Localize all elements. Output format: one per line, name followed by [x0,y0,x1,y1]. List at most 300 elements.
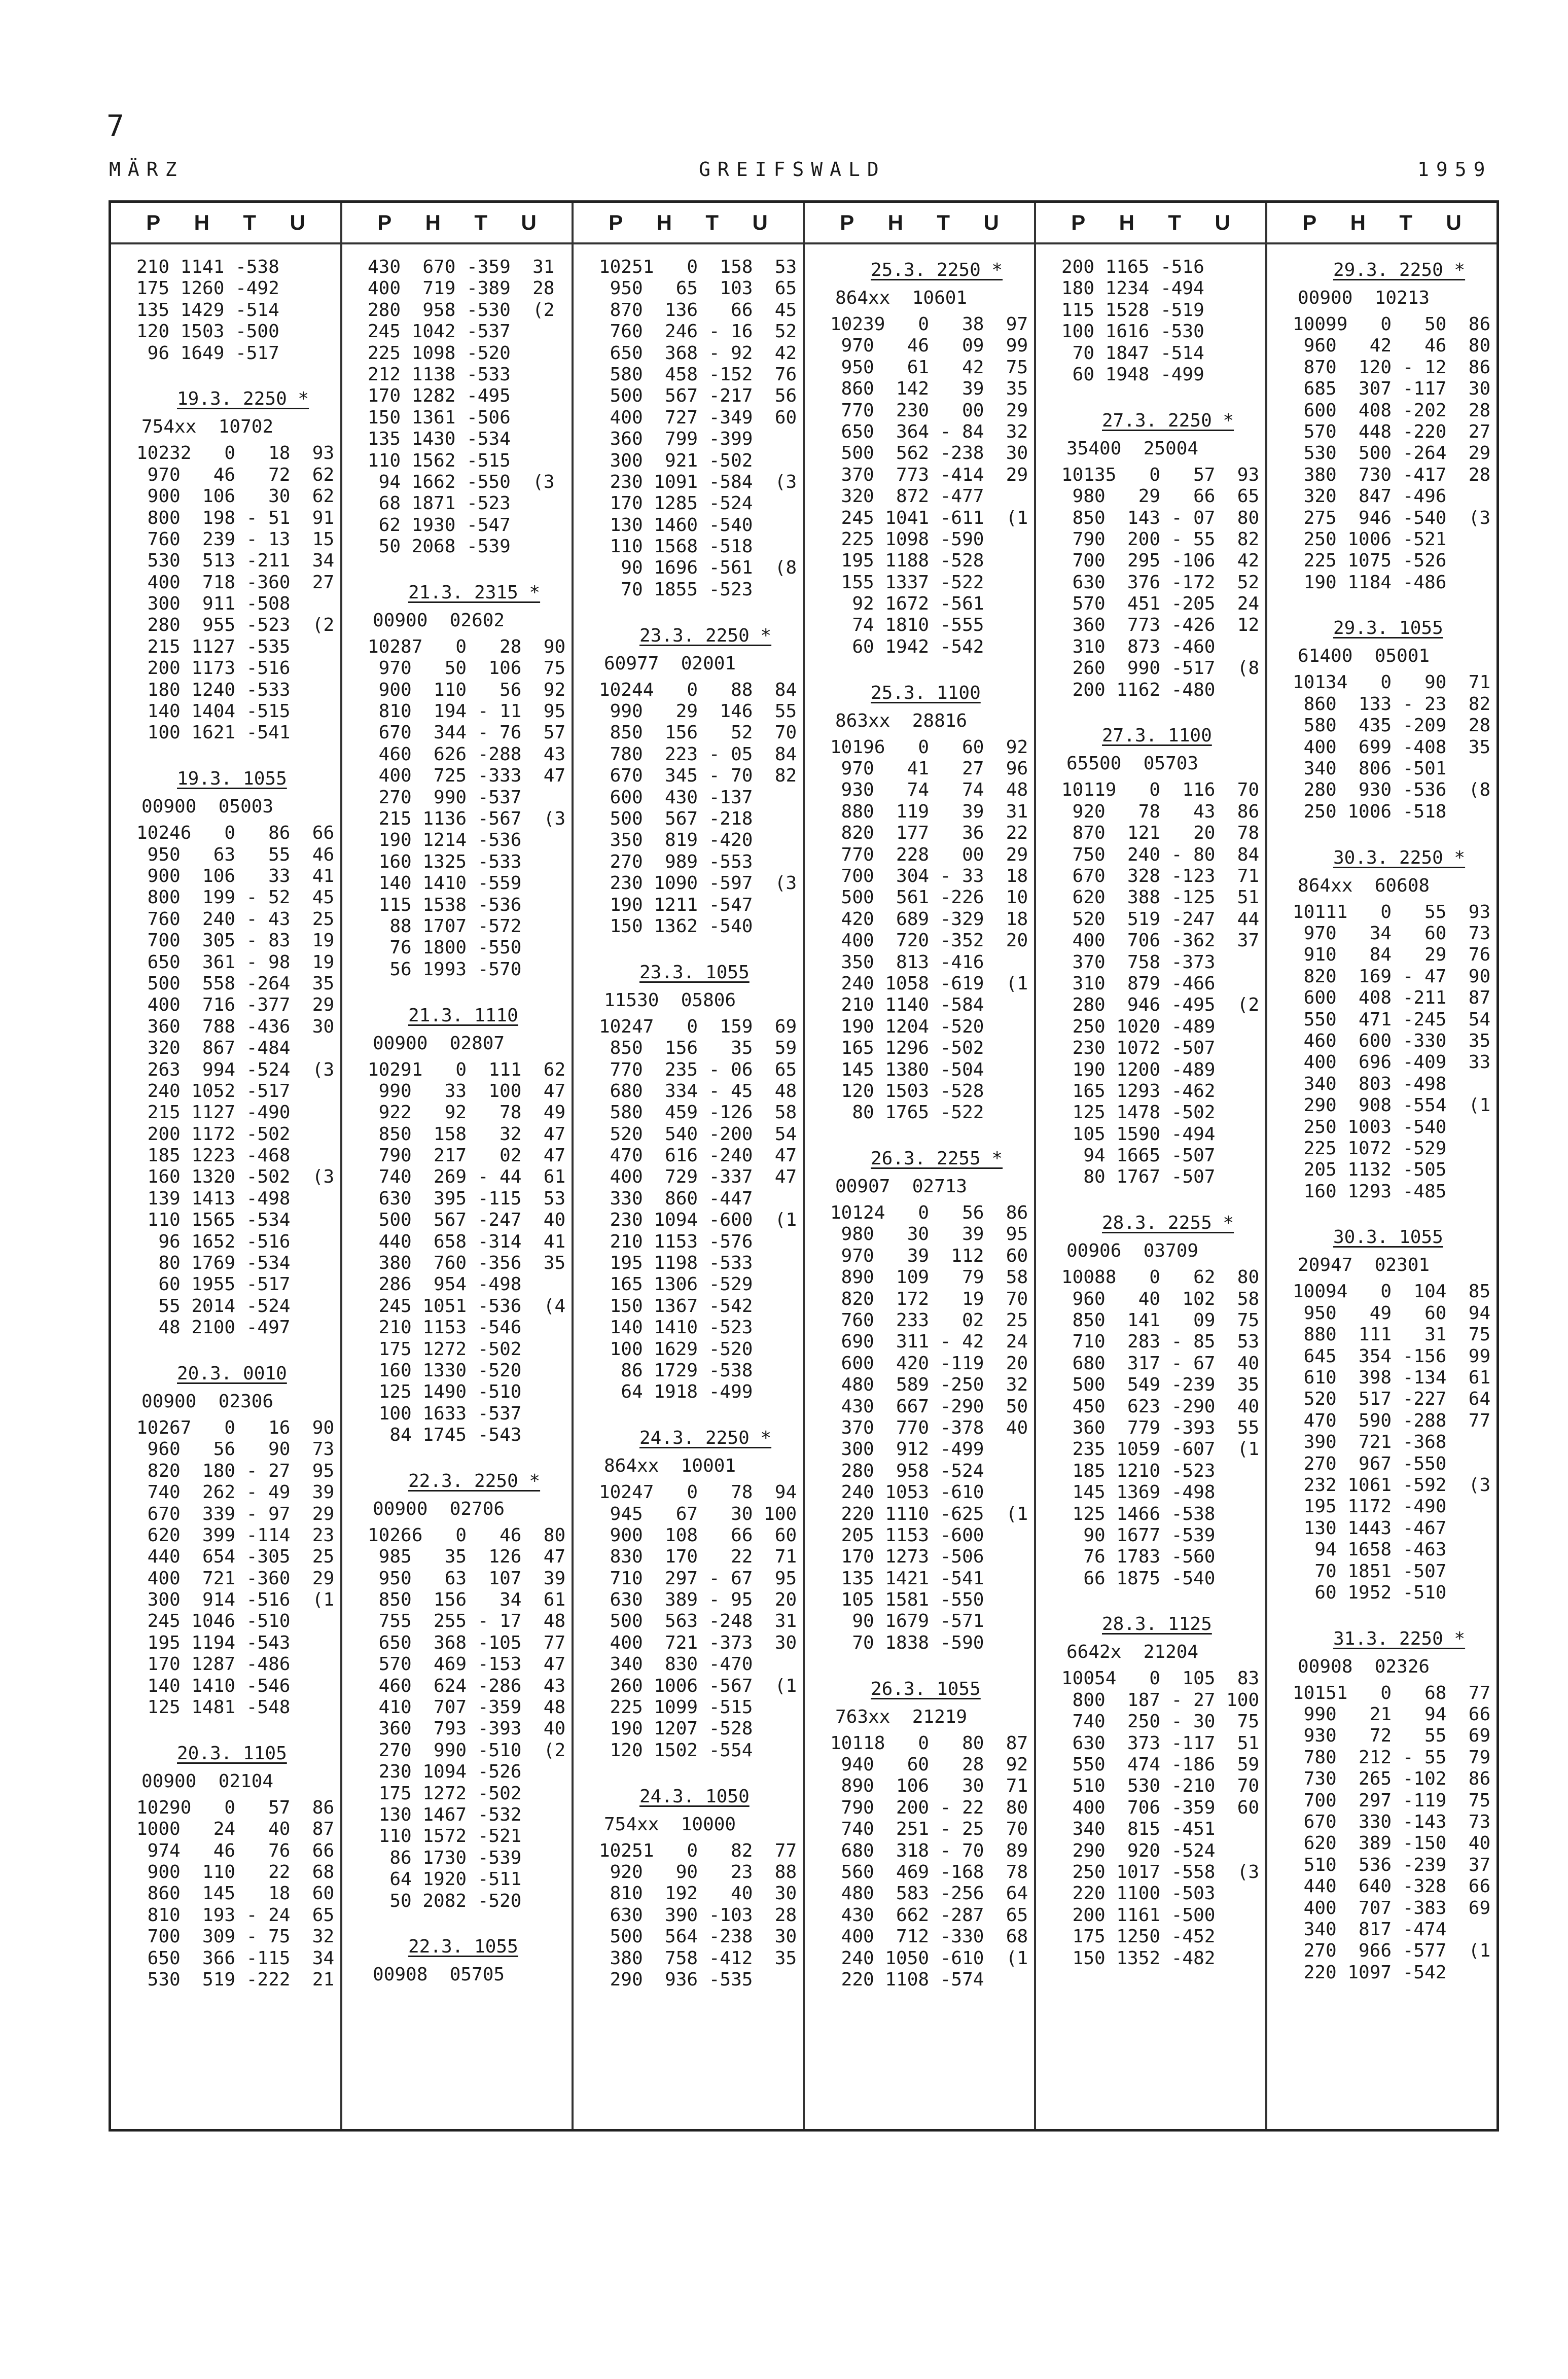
data-row: 570 448 -220 27 [1293,421,1491,442]
data-row: 680 317 - 67 40 [1061,1353,1260,1374]
data-row: 160 1325 -533 [368,851,522,872]
data-row: 10232 0 18 93 [136,443,335,464]
station-code-line: 00900 02602 [373,610,505,631]
data-row: 680 334 - 45 48 [599,1080,797,1102]
heading-h: H [887,210,903,234]
data-row: 10151 0 68 77 [1293,1682,1491,1703]
data-row: 400 699 -408 35 [1293,736,1491,758]
data-row: 500 558 -264 35 [136,973,335,994]
data-row: 225 1098 -590 [830,528,984,550]
sounding-date-time [830,680,1024,705]
data-row: 130 1460 -540 [599,514,753,536]
data-row: 10054 0 105 83 [1061,1668,1260,1689]
data-row: 360 773 -426 12 [1061,615,1260,636]
data-row: 850 156 52 70 [599,722,797,743]
data-row: 10247 0 159 69 [599,1016,797,1037]
data-row: 600 408 -211 87 [1293,987,1491,1009]
data-row: 440 658 -314 41 [368,1231,566,1252]
data-row: 120 1502 -554 [599,1739,753,1761]
data-row: 90 1696 -561 (8 [599,557,797,579]
data-row: 286 954 -498 [368,1274,522,1295]
data-row: 645 354 -156 99 [1293,1345,1491,1367]
data-row: 86 1729 -538 [599,1360,753,1381]
data-row: 960 40 102 58 [1061,1288,1260,1309]
table-column-5 [1036,203,1267,2129]
data-row: 225 1072 -529 [1293,1138,1447,1159]
data-row: 900 108 66 60 [599,1524,797,1546]
data-row: 10094 0 104 85 [1293,1281,1491,1302]
data-row: 175 1272 -502 [368,1338,522,1360]
data-row: 300 911 -508 [136,593,291,615]
data-row: 520 519 -247 44 [1061,908,1260,930]
sounding-date-time [1061,1210,1255,1235]
data-row: 270 989 -553 [599,851,753,872]
data-row: 160 1293 -485 [1293,1181,1447,1202]
data-row: 210 1153 -576 [599,1231,753,1252]
data-row: 215 1136 -567 (3 [368,808,566,829]
data-row: 160 1320 -502 (3 [136,1166,335,1188]
data-row: 140 1404 -515 [136,701,291,722]
data-row: 790 200 - 22 80 [830,1797,1028,1818]
sounding-date-time [1293,257,1486,282]
sounding-date-time-text: 19.3. 1055 [177,768,287,790]
spacer [136,1718,330,1739]
data-row: 870 136 66 45 [599,299,797,321]
data-row: 140 1410 -559 [368,873,522,894]
data-row: 175 1272 -502 [368,1783,522,1804]
data-row: 950 63 107 39 [368,1568,566,1589]
data-row: 280 958 -524 [830,1460,984,1481]
data-row: 94 1662 -550 (3 [368,471,555,492]
sounding-date-time [368,1468,561,1494]
data-row: 850 143 - 07 80 [1061,507,1260,528]
data-row: 205 1132 -505 [1293,1159,1447,1181]
data-row: 60 1948 -499 [1061,364,1204,385]
data-row: 212 1138 -533 [368,364,511,385]
data-row: 630 373 -117 51 [1061,1732,1260,1754]
data-row: 620 389 -150 40 [1293,1833,1491,1854]
data-row: 60 1952 -510 [1293,1582,1447,1603]
spacer [368,980,561,1002]
data-row: 530 500 -264 29 [1293,443,1491,464]
data-row: 930 72 55 69 [1293,1725,1491,1747]
data-row: 240 1053 -610 [830,1482,984,1503]
heading-h: H [425,210,441,234]
data-row: 10135 0 57 93 [1061,464,1260,485]
data-row: 710 297 - 67 95 [599,1568,797,1589]
data-row: 480 589 -250 32 [830,1374,1028,1396]
sounding-date-time [1293,844,1486,870]
data-row: 10088 0 62 80 [1061,1267,1260,1288]
data-row: 800 198 - 51 91 [136,507,335,528]
data-row: 600 420 -119 20 [830,1353,1028,1374]
data-row: 760 239 - 13 15 [136,528,335,550]
data-row: 730 265 -102 86 [1293,1768,1491,1790]
heading-h: H [1350,210,1366,234]
station-code-line: 754xx 10702 [141,416,274,438]
data-row: 470 590 -288 77 [1293,1410,1491,1431]
data-row: 62 1930 -547 [368,514,511,536]
data-row: 110 1562 -515 [368,450,511,471]
sounding-date-time-text: 31.3. 2250 * [1333,1628,1466,1649]
data-row: 100 1633 -537 [368,1403,522,1424]
sounding-date-time-text: 21.3. 2315 * [408,582,541,603]
data-row: 920 78 43 86 [1061,801,1260,822]
heading-h: H [656,210,672,234]
data-row: 690 311 - 42 24 [830,1331,1028,1353]
station-code-line: 00900 02807 [373,1033,505,1054]
sounding-date-time-text: 23.3. 1055 [639,962,750,983]
data-row: 160 1330 -520 [368,1360,522,1381]
data-row: 400 696 -409 33 [1293,1052,1491,1073]
spacer [830,658,1024,679]
data-row: 440 640 -328 66 [1293,1876,1491,1897]
data-row: 60 1955 -517 [136,1274,291,1295]
data-row: 630 390 -103 28 [599,1904,797,1926]
data-row: 88 1707 -572 [368,915,522,937]
data-row: 215 1127 -535 [136,636,291,657]
sounding-date-time-text: 25.3. 2250 * [871,260,1003,280]
data-row: 105 1590 -494 [1061,1123,1216,1145]
data-row: 670 345 - 70 82 [599,765,797,787]
data-row: 670 339 - 97 29 [136,1503,335,1524]
sounding-date-time-text: 30.3. 2250 * [1333,847,1466,868]
data-row: 70 1847 -514 [1061,342,1204,364]
data-row: 120 1503 -528 [830,1080,984,1102]
data-row: 86 1730 -539 [368,1847,522,1868]
data-row: 500 567 -217 56 [599,385,797,407]
data-row: 570 451 -205 24 [1061,593,1260,615]
data-row: 150 1352 -482 [1061,1947,1216,1969]
data-row: 400 706 -362 37 [1061,930,1260,951]
data-row: 630 395 -115 53 [368,1188,566,1209]
data-row: 55 2014 -524 [136,1295,291,1317]
data-row: 145 1380 -504 [830,1059,984,1080]
column-heading [1036,203,1265,244]
header-station: GREIFSWALD [699,158,886,181]
data-row: 205 1153 -600 [830,1524,984,1546]
data-row: 950 65 103 65 [599,278,797,299]
data-row: 115 1528 -519 [1061,299,1204,321]
data-row: 200 1162 -480 [1061,679,1216,700]
data-row: 200 1161 -500 [1061,1904,1216,1926]
data-row: 240 1058 -619 (1 [830,973,1028,994]
data-row: 970 34 60 73 [1293,922,1491,944]
header-month: MÄRZ [109,158,184,181]
spacer [368,1446,561,1468]
data-row: 74 1810 -555 [830,615,984,636]
data-row: 10246 0 86 66 [136,823,335,844]
data-row: 520 540 -200 54 [599,1123,797,1145]
sounding-date-time [1293,1625,1486,1651]
sounding-date-time-text: 26.3. 2255 * [871,1148,1003,1169]
sounding-date-time [136,765,330,791]
data-row: 760 240 - 43 25 [136,908,335,930]
station-code-line: 754xx 10000 [604,1814,736,1835]
heading-p: P [1071,210,1086,234]
spacer [1061,701,1255,722]
sounding-date-time-text: 27.3. 2250 * [1102,410,1234,431]
data-row: 922 92 78 49 [368,1102,566,1123]
data-row: 300 914 -516 (1 [136,1589,335,1611]
data-row: 94 1665 -507 [1061,1145,1216,1166]
data-row: 10266 0 46 80 [368,1524,566,1546]
data-row: 770 228 00 29 [830,844,1028,865]
data-row: 275 946 -540 (3 [1293,507,1491,528]
heading-t: T [1399,210,1413,234]
data-row: 550 474 -186 59 [1061,1754,1260,1776]
data-row: 240 1050 -610 (1 [830,1947,1028,1969]
sounding-date-time-text: 19.3. 2250 * [177,388,309,410]
data-row: 100 1629 -520 [599,1338,753,1360]
heading-p: P [609,210,623,234]
data-row: 220 1110 -625 (1 [830,1503,1028,1524]
data-row: 90 1677 -539 [1061,1524,1216,1546]
data-row: 400 712 -330 68 [830,1926,1028,1947]
data-row: 550 471 -245 54 [1293,1009,1491,1030]
data-row: 280 958 -530 (2 [368,299,555,321]
data-row: 220 1097 -542 [1293,1962,1447,1983]
data-row: 400 719 -389 28 [368,278,555,299]
data-row: 400 718 -360 27 [136,572,335,593]
data-row: 260 990 -517 (8 [1061,658,1260,679]
data-row: 630 376 -172 52 [1061,572,1260,593]
heading-p: P [377,210,392,234]
data-row: 125 1478 -502 [1061,1102,1216,1123]
data-row: 155 1337 -522 [830,572,984,593]
data-row: 820 172 19 70 [830,1288,1028,1309]
data-row: 940 60 28 92 [830,1754,1028,1776]
data-row: 10291 0 111 62 [368,1059,566,1080]
sounding-date-time-text: 23.3. 2250 * [639,625,772,646]
data-row: 990 21 94 66 [1293,1704,1491,1725]
data-row: 360 793 -393 40 [368,1718,566,1739]
data-row: 570 469 -153 47 [368,1654,566,1675]
data-row: 263 994 -524 (3 [136,1059,335,1080]
data-row: 500 564 -238 30 [599,1926,797,1947]
data-row: 920 90 23 88 [599,1862,797,1883]
data-row: 400 721 -360 29 [136,1568,335,1589]
data-row: 200 1173 -516 [136,658,291,679]
data-row: 220 1108 -574 [830,1969,984,1990]
sounding-date-time [599,959,793,985]
data-row: 650 368 -105 77 [368,1632,566,1653]
data-row: 80 1767 -507 [1061,1166,1216,1188]
data-row: 10247 0 78 94 [599,1482,797,1503]
data-row: 100 1621 -541 [136,722,291,743]
station-code-line: 00907 02713 [835,1176,968,1197]
data-row: 970 46 09 99 [830,335,1028,357]
data-row: 910 84 29 76 [1293,944,1491,966]
heading-u: U [1215,210,1230,234]
data-row: 800 199 - 52 45 [136,887,335,908]
heading-p: P [146,210,161,234]
data-row: 170 1282 -495 [368,385,511,407]
data-row: 195 1172 -490 [1293,1496,1447,1517]
data-row: 135 1429 -514 [136,299,279,321]
station-code-line: 61400 05001 [1298,646,1430,667]
data-row: 700 304 - 33 18 [830,865,1028,886]
data-row: 630 389 - 95 20 [599,1589,797,1611]
heading-t: T [937,210,950,234]
data-row: 950 61 42 75 [830,357,1028,378]
data-row: 215 1127 -490 [136,1102,291,1123]
data-row: 760 246 - 16 52 [599,321,797,342]
data-row: 165 1306 -529 [599,1274,753,1295]
data-row: 10124 0 56 86 [830,1202,1028,1224]
spacer [599,937,793,958]
data-row: 980 29 66 65 [1061,486,1260,507]
station-code-line: 864xx 10001 [604,1455,736,1477]
sounding-date-time-text: 30.3. 1055 [1333,1227,1443,1248]
spacer [599,1403,793,1425]
data-row: 900 110 22 68 [136,1862,335,1883]
data-row: 245 1042 -537 [368,321,511,342]
data-row: 10239 0 38 97 [830,314,1028,335]
data-row: 10134 0 90 71 [1293,672,1491,693]
data-row: 80 1769 -534 [136,1253,291,1274]
sounding-date-time [830,1676,1024,1701]
data-row: 200 1165 -516 [1061,257,1204,277]
data-row: 970 50 106 75 [368,658,566,679]
spacer [1061,1589,1255,1611]
data-row: 710 283 - 85 53 [1061,1331,1260,1353]
data-row: 10267 0 16 90 [136,1417,335,1438]
data-row: 600 408 -202 28 [1293,400,1491,421]
spacer [1293,823,1486,844]
data-row: 92 1672 -561 [830,593,984,615]
data-row: 530 513 -211 34 [136,550,335,572]
data-row: 10287 0 28 90 [368,636,566,657]
data-row: 880 119 39 31 [830,801,1028,822]
data-row: 310 879 -466 [1061,973,1216,994]
data-row: 610 398 -134 61 [1293,1367,1491,1389]
sounding-date-time [136,1740,330,1766]
data-row: 96 1649 -517 [136,342,279,364]
heading-h: H [194,210,209,234]
sounding-date-time-text: 20.3. 1105 [177,1743,287,1764]
sounding-date-time-text: 29.3. 1055 [1333,618,1443,639]
sounding-date-time [368,579,561,605]
data-row: 500 567 -247 40 [368,1210,566,1231]
data-row: 350 813 -416 [830,951,984,973]
data-row: 780 223 - 05 84 [599,743,797,765]
station-code-line: 65500 05703 [1066,753,1199,774]
data-row: 130 1467 -532 [368,1804,522,1825]
sounding-date-time [1061,1611,1255,1637]
heading-p: P [840,210,854,234]
data-row: 820 169 - 47 90 [1293,966,1491,987]
sounding-date-time-text: 21.3. 1110 [408,1005,518,1026]
header-year: 1959 [1417,158,1492,181]
data-row: 400 727 -349 60 [599,407,797,428]
data-row: 620 399 -114 23 [136,1524,335,1546]
column-heading [1267,203,1496,244]
data-row: 530 519 -222 21 [136,1969,335,1990]
sounding-date-time [1293,615,1486,641]
heading-t: T [705,210,719,234]
station-code-line: 6642x 21204 [1066,1642,1199,1663]
data-row: 70 1838 -590 [830,1632,984,1653]
spacer [599,600,793,622]
data-row: 360 799 -399 [599,429,753,450]
column-heading [574,203,803,244]
heading-u: U [521,210,537,234]
data-row: 250 1003 -540 [1293,1116,1447,1138]
data-row: 974 46 76 66 [136,1840,335,1861]
data-row: 195 1198 -533 [599,1253,753,1274]
data-row: 165 1296 -502 [830,1038,984,1059]
data-row: 140 1410 -523 [599,1317,753,1338]
spacer [368,1912,561,1933]
sounding-date-time [599,1783,793,1809]
data-row: 900 106 33 41 [136,865,335,886]
data-row: 400 720 -352 20 [830,930,1028,951]
data-row: 740 251 - 25 70 [830,1819,1028,1840]
data-row: 870 120 - 12 86 [1293,357,1491,378]
data-row: 220 1100 -503 [1061,1883,1216,1904]
data-row: 195 1188 -528 [830,550,984,572]
data-row: 790 217 02 47 [368,1145,566,1166]
data-row: 650 364 - 84 32 [830,421,1028,442]
station-code-line: 00908 05705 [373,1964,505,1985]
data-row: 150 1362 -540 [599,915,753,937]
data-row: 480 583 -256 64 [830,1883,1028,1904]
data-row: 230 1072 -507 [1061,1038,1216,1059]
data-row: 430 662 -287 65 [830,1904,1028,1926]
data-row: 320 872 -477 [830,486,984,507]
data-row: 250 1020 -489 [1061,1016,1216,1037]
data-row: 685 307 -117 30 [1293,378,1491,400]
sounding-date-time [599,622,793,648]
data-row: 810 192 40 30 [599,1883,797,1904]
data-row: 870 121 20 78 [1061,823,1260,844]
data-row: 230 1094 -600 (1 [599,1210,797,1231]
data-row: 340 817 -474 [1293,1919,1447,1940]
spacer [1293,1202,1486,1224]
data-row: 245 1046 -510 [136,1611,291,1632]
data-row: 670 344 - 76 57 [368,722,566,743]
heading-h: H [1119,210,1134,234]
data-row: 770 230 00 29 [830,400,1028,421]
data-row: 245 1051 -536 (4 [368,1295,566,1317]
data-row: 990 33 100 47 [368,1080,566,1102]
spacer [1061,385,1255,407]
data-row: 230 1090 -597 (3 [599,873,797,894]
data-row: 125 1490 -510 [368,1381,522,1403]
data-row: 850 158 32 47 [368,1123,566,1145]
data-row: 48 2100 -497 [136,1317,291,1338]
table-column-6 [1267,203,1496,2129]
data-row: 270 990 -537 [368,787,522,808]
data-row: 500 563 -248 31 [599,1611,797,1632]
heading-t: T [243,210,257,234]
data-row: 990 29 146 55 [599,701,797,722]
data-row: 170 1285 -524 [599,493,753,514]
data-row: 500 562 -238 30 [830,443,1028,464]
heading-u: U [1446,210,1462,234]
data-row: 320 867 -484 [136,1038,291,1059]
spacer [136,364,330,385]
heading-t: T [1168,210,1182,234]
station-code-line: 00908 02326 [1298,1656,1430,1677]
sounding-date-time [1061,407,1255,433]
station-code-line: 00906 03709 [1066,1240,1199,1262]
data-row: 360 788 -436 30 [136,1016,335,1037]
data-row: 64 1918 -499 [599,1381,753,1403]
data-row: 135 1430 -534 [368,429,511,450]
data-row: 110 1565 -534 [136,1210,291,1231]
